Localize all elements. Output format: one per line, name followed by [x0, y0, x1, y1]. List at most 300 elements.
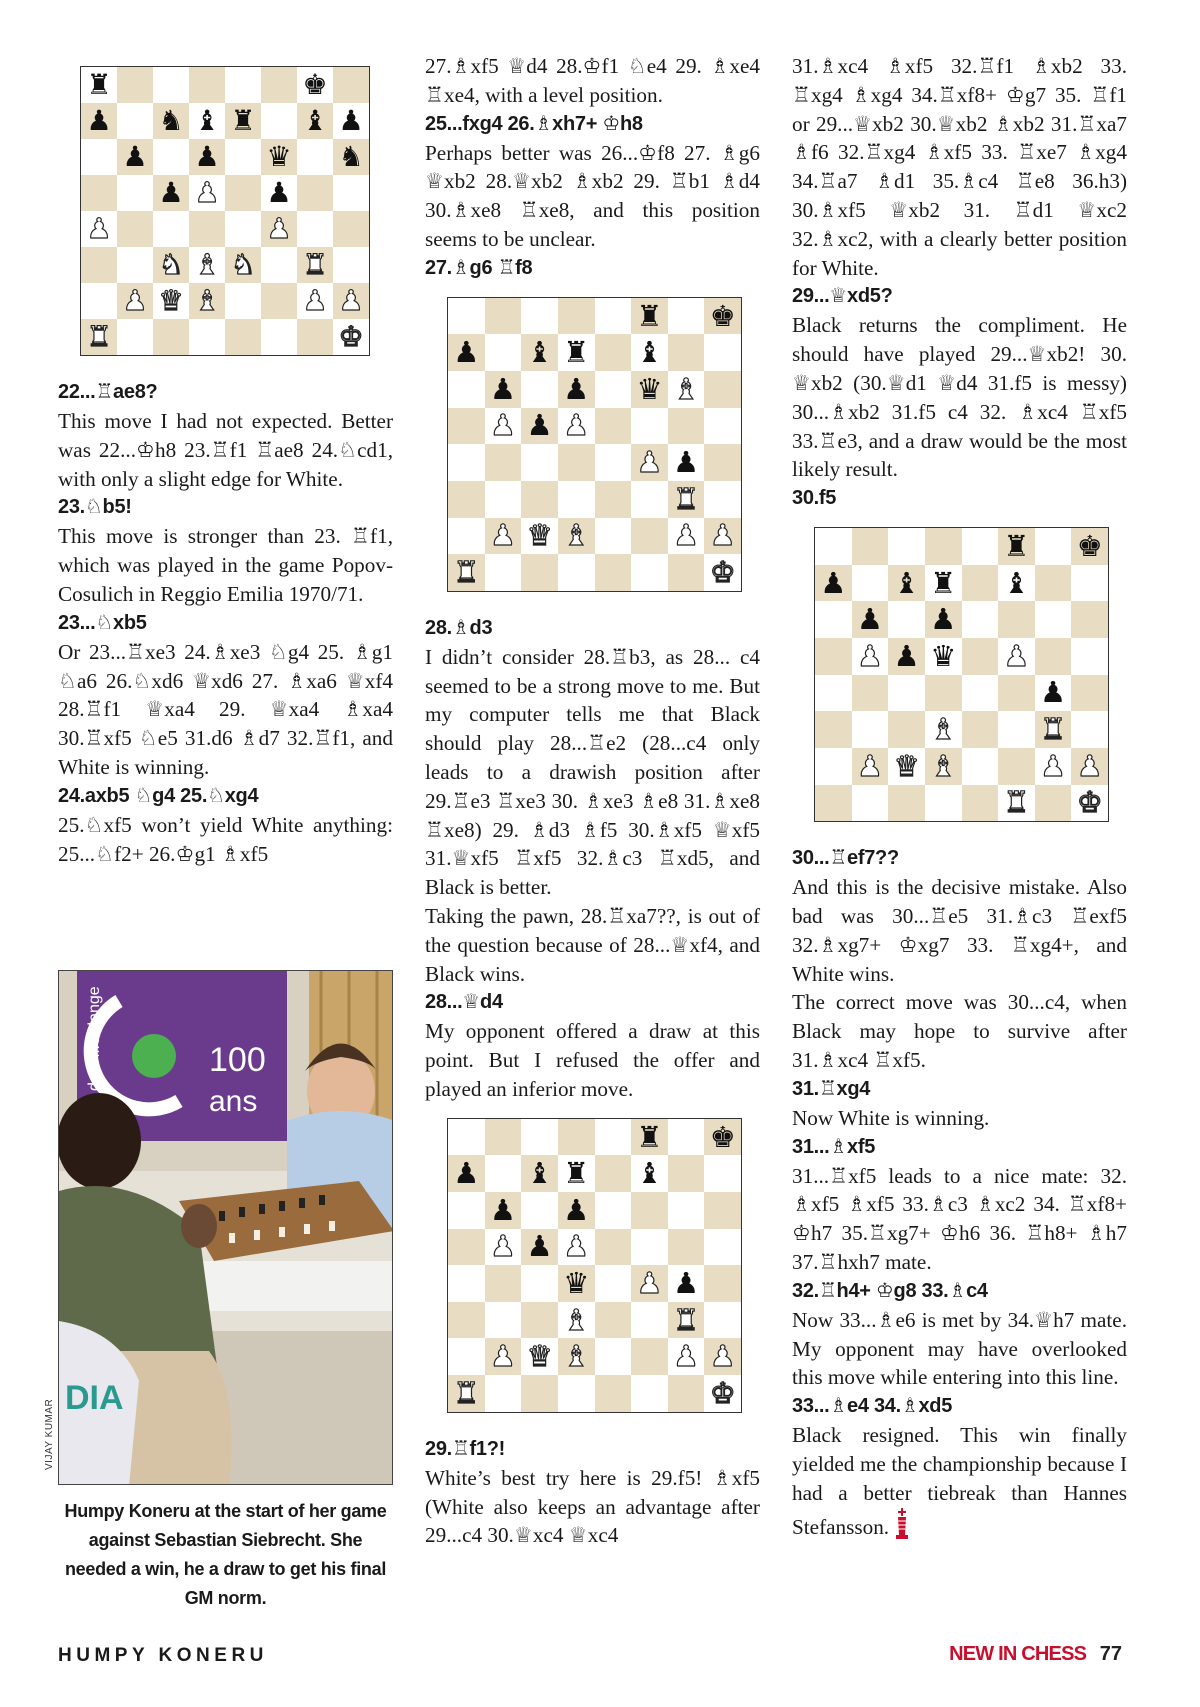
diagram-wrapper — [80, 66, 393, 356]
white-pawn-icon: ♟ — [856, 748, 883, 783]
board-square — [668, 1192, 705, 1229]
board-square — [297, 283, 333, 319]
board-square — [704, 481, 741, 518]
board-square — [668, 1375, 705, 1412]
board-square — [448, 1229, 485, 1266]
white-pawn-icon: ♟ — [709, 518, 736, 553]
board-square — [521, 334, 558, 371]
black-pawn-icon: ♟ — [673, 1266, 700, 1301]
move-heading: 24.axb5 ♘g4 25.♘xg4 — [58, 784, 259, 807]
black-knight-icon: ♞ — [338, 140, 364, 173]
black-rook-icon: ♜ — [563, 335, 590, 370]
black-rook-icon: ♜ — [86, 68, 112, 101]
board-square — [261, 67, 297, 103]
board-square — [448, 1338, 485, 1375]
game-photo — [58, 970, 393, 1485]
board-square — [595, 298, 632, 335]
white-queen-icon: ♛ — [893, 748, 920, 783]
board-square — [1071, 748, 1108, 785]
board-square — [558, 1192, 595, 1229]
board-square — [704, 298, 741, 335]
board-square — [595, 1119, 632, 1156]
black-bishop-icon: ♝ — [636, 1156, 663, 1191]
board-square — [225, 211, 261, 247]
board-square — [998, 785, 1035, 822]
white-pawn-icon: ♟ — [636, 1266, 663, 1301]
black-bishop-icon: ♝ — [194, 104, 220, 137]
board-square — [925, 638, 962, 675]
commentary-paragraph: Now White is winning. — [792, 1105, 990, 1130]
board-square — [153, 103, 189, 139]
board-square — [631, 444, 668, 481]
board-square — [81, 283, 117, 319]
board-square — [333, 67, 369, 103]
black-pawn-icon: ♟ — [1040, 675, 1067, 710]
commentary-paragraph: This move I had not expected. Better was 22...♔h8 23.♖f1 ♖ae8 24.♘cd1, with only a slight edge for White. — [58, 409, 393, 491]
black-king-icon: ♚ — [709, 1119, 736, 1154]
board-square — [925, 675, 962, 712]
board-square — [998, 528, 1035, 565]
board-square — [261, 211, 297, 247]
board-square — [521, 1192, 558, 1229]
board-square — [485, 1265, 522, 1302]
svg-text:ans: ans — [209, 1085, 258, 1118]
white-pawn-icon: ♟ — [489, 1229, 516, 1264]
black-king-icon: ♚ — [709, 298, 736, 333]
board-square — [631, 1375, 668, 1412]
move-heading: 25...fxg4 26.♗xh7+ ♔h8 — [425, 112, 643, 135]
board-square — [668, 1302, 705, 1339]
board-square — [815, 711, 852, 748]
chess-diagram — [80, 66, 370, 356]
board-square — [631, 554, 668, 591]
board-square — [448, 444, 485, 481]
board-square — [521, 371, 558, 408]
board-square — [925, 528, 962, 565]
move-heading: 32.♖h4+ ♔g8 33.♗c4 — [792, 1279, 988, 1302]
black-pawn-icon: ♟ — [526, 1229, 553, 1264]
board-square — [225, 67, 261, 103]
board-square — [448, 298, 485, 335]
black-pawn-icon: ♟ — [453, 1156, 480, 1191]
commentary-paragraph: Or 23...♖xe3 24.♗xe3 ♘g4 25. ♗g1 ♘a6 26.♘xd6 ♕xd6 27. ♗xa6 ♕xf4 28.♖f1 ♕xa4 29. ♕xa4 ♗xa4 30.♖xf5 ♘e5 31.d6 ♗d7 32.♖f1, and White is winning. — [58, 639, 393, 779]
board-square — [521, 1265, 558, 1302]
white-pawn-icon: ♟ — [489, 518, 516, 553]
chess-diagram — [447, 297, 742, 592]
white-queen-icon: ♛ — [526, 1339, 553, 1374]
board-square — [189, 319, 225, 355]
board-square — [595, 1338, 632, 1375]
board-square — [704, 1192, 741, 1229]
black-pawn-icon: ♟ — [893, 638, 920, 673]
move-heading: 33...♗e4 34.♗xd5 — [792, 1395, 953, 1418]
board-square — [815, 528, 852, 565]
board-square — [225, 139, 261, 175]
board-square — [189, 103, 225, 139]
board-square — [631, 1338, 668, 1375]
white-bishop-icon: ♝ — [930, 748, 957, 783]
board-square — [998, 711, 1035, 748]
white-pawn-icon: ♟ — [489, 1339, 516, 1374]
board-square — [925, 565, 962, 602]
white-bishop-icon: ♝ — [194, 248, 220, 281]
board-square — [704, 1338, 741, 1375]
board-square — [117, 247, 153, 283]
board-square — [998, 748, 1035, 785]
board-square — [962, 748, 999, 785]
board-square — [448, 408, 485, 445]
board-square — [521, 1375, 558, 1412]
board-square — [704, 1265, 741, 1302]
black-pawn-icon: ♟ — [563, 1192, 590, 1227]
board-square — [558, 444, 595, 481]
board-square — [595, 518, 632, 555]
board-square — [1035, 785, 1072, 822]
black-bishop-icon: ♝ — [526, 1156, 553, 1191]
white-king-icon: ♚ — [1076, 785, 1103, 820]
board-square — [117, 319, 153, 355]
black-king-icon: ♚ — [1076, 528, 1103, 563]
board-square — [153, 211, 189, 247]
board-square — [704, 1119, 741, 1156]
commentary-paragraph: Now 33...♗e6 is met by 34.♕h7 mate. My opponent may have overlooked this move while entering into this line. — [792, 1307, 1127, 1390]
board-square — [888, 601, 925, 638]
board-square — [485, 1338, 522, 1375]
black-pawn-icon: ♟ — [453, 335, 480, 370]
move-heading: 30.f5 — [792, 487, 837, 510]
commentary-paragraph: 25.♘xf5 won’t yield White anything: 25...♘f2+ 26.♔g1 ♗xf5 — [58, 812, 393, 866]
board-square — [704, 1155, 741, 1192]
board-square — [297, 139, 333, 175]
board-square — [485, 1375, 522, 1412]
board-square — [261, 139, 297, 175]
black-bishop-icon: ♝ — [893, 565, 920, 600]
board-square — [704, 334, 741, 371]
move-heading: 23.♘b5! — [58, 496, 132, 519]
white-bishop-icon: ♝ — [563, 1302, 590, 1337]
move-heading: 28.♗d3 — [425, 616, 493, 639]
black-rook-icon: ♜ — [636, 298, 663, 333]
board-square — [558, 481, 595, 518]
board-square — [333, 247, 369, 283]
board-square — [448, 1265, 485, 1302]
page-footer — [949, 1643, 1122, 1666]
white-pawn-icon: ♟ — [302, 284, 328, 317]
board-square — [225, 283, 261, 319]
board-square — [815, 675, 852, 712]
commentary-paragraph: Black returns the compliment. He should have played 29...♕xb2! 30. ♕xb2 (30.♕d1 ♕d4 31.f5 is messy) 30...♗xb2 31.f5 c4 32. ♗xc4 ♖xf5 33.♖e3, and a draw would be the most likely result. — [792, 313, 1127, 482]
white-king-icon: ♚ — [338, 320, 364, 353]
board-square — [631, 518, 668, 555]
board-square — [595, 408, 632, 445]
board-square — [448, 1155, 485, 1192]
white-queen-icon: ♛ — [526, 518, 553, 553]
board-square — [297, 319, 333, 355]
board-square — [81, 67, 117, 103]
board-square — [521, 1119, 558, 1156]
commentary-paragraph: This move is stronger than 23. ♖f1, which was played in the game Popov-Cosulich in Reggio Emilia 1970/71. — [58, 524, 393, 606]
board-square — [261, 283, 297, 319]
board-square — [1071, 785, 1108, 822]
white-king-icon: ♚ — [709, 554, 736, 589]
diagram-wrapper — [447, 1118, 760, 1413]
board-square — [1071, 601, 1108, 638]
board-square — [558, 334, 595, 371]
board-square — [1071, 675, 1108, 712]
commentary-paragraph: 31.♗xc4 ♗xf5 32.♖f1 ♗xb2 33. ♖xg4 ♗xg4 34.♖xf8+ ♔g7 35. ♖f1 or 29...♕xb2 30.♕xb2 ♗xb2 31.♖xa7 ♗f6 32.♖xg4 ♗xf5 33. ♖xe7 ♗xg4 34.♖a7 ♗d1 35.♗c4 ♖e8 36.h3) 30.♗xf5 ♕xb2 31. ♖d1 ♕xc2 32.♗xc2, with a clearly better position for White. — [792, 54, 1127, 280]
white-pawn-icon: ♟ — [1003, 638, 1030, 673]
board-square — [631, 298, 668, 335]
white-rook-icon: ♜ — [453, 1375, 480, 1410]
white-pawn-icon: ♟ — [1076, 748, 1103, 783]
white-rook-icon: ♜ — [673, 481, 700, 516]
photo-illustration — [59, 971, 393, 1485]
board-square — [558, 1265, 595, 1302]
white-rook-icon: ♜ — [302, 248, 328, 281]
column-2 — [425, 52, 760, 1550]
board-square — [485, 408, 522, 445]
board-square — [153, 139, 189, 175]
board-square — [558, 554, 595, 591]
board-square — [595, 1265, 632, 1302]
board-square — [448, 1119, 485, 1156]
board-square — [888, 711, 925, 748]
white-king-icon: ♚ — [709, 1375, 736, 1410]
board-square — [485, 371, 522, 408]
board-square — [189, 211, 225, 247]
board-square — [485, 1155, 522, 1192]
board-square — [521, 518, 558, 555]
board-square — [81, 139, 117, 175]
black-rook-icon: ♜ — [1003, 528, 1030, 563]
board-square — [704, 1229, 741, 1266]
board-square — [668, 1155, 705, 1192]
black-pawn-icon: ♟ — [563, 371, 590, 406]
board-square — [631, 1155, 668, 1192]
board-square — [225, 319, 261, 355]
board-square — [117, 211, 153, 247]
white-bishop-icon: ♝ — [563, 1339, 590, 1374]
board-square — [962, 675, 999, 712]
board-square — [852, 675, 889, 712]
board-square — [189, 139, 225, 175]
board-square — [558, 518, 595, 555]
board-square — [962, 785, 999, 822]
white-pawn-icon: ♟ — [709, 1339, 736, 1374]
commentary-paragraph: 27.♗xf5 ♕d4 28.♔f1 ♘e4 29. ♗xe4 ♖xe4, with a level position. — [425, 54, 760, 107]
black-pawn-icon: ♟ — [122, 140, 148, 173]
board-square — [668, 444, 705, 481]
board-square — [189, 247, 225, 283]
board-square — [595, 1375, 632, 1412]
white-pawn-icon: ♟ — [266, 212, 292, 245]
board-square — [485, 1302, 522, 1339]
board-square — [485, 1192, 522, 1229]
chess-diagram — [814, 527, 1109, 822]
board-square — [485, 298, 522, 335]
board-square — [81, 319, 117, 355]
column-3 — [792, 52, 1127, 1541]
board-square — [521, 408, 558, 445]
white-pawn-icon: ♟ — [563, 408, 590, 443]
board-square — [225, 175, 261, 211]
black-pawn-icon: ♟ — [673, 445, 700, 480]
board-square — [558, 1375, 595, 1412]
board-square — [225, 247, 261, 283]
commentary-paragraph: Black resigned. This win finally yielded me the championship because I had a better tiebreak than Hannes Stefansson. — [792, 1423, 1127, 1539]
board-square — [1071, 711, 1108, 748]
board-square — [925, 601, 962, 638]
board-square — [448, 481, 485, 518]
board-square — [558, 1302, 595, 1339]
commentary-paragraph: The correct move was 30...c4, when Black may hope to survive after 31.♗xc4 ♖xf5. — [792, 990, 1127, 1072]
board-square — [558, 371, 595, 408]
svg-text:DIA: DIA — [65, 1379, 124, 1417]
board-square — [925, 711, 962, 748]
board-square — [117, 103, 153, 139]
end-of-article-king-icon — [895, 1508, 909, 1540]
board-square — [297, 103, 333, 139]
board-square — [668, 408, 705, 445]
board-square — [631, 371, 668, 408]
board-square — [668, 481, 705, 518]
board-square — [485, 1229, 522, 1266]
board-square — [297, 247, 333, 283]
author-name: HUMPY KONERU — [58, 1645, 268, 1666]
white-pawn-icon: ♟ — [636, 445, 663, 480]
board-square — [117, 283, 153, 319]
board-square — [962, 638, 999, 675]
commentary-paragraph: I didn’t consider 28.♖b3, as 28... c4 seemed to be a strong move to me. But my computer tells me that Black should play 28...♖e2 (28...c4 only leads to a drawish position after 29.♖e3 ♖xe3 30. ♗xe3 ♗e8 31.♗xe8 ♖xe8) 29. ♗d3 ♗f5 30.♗xf5 ♕xf5 31.♕xf5 ♖xf5 32.♗c3 ♖xd5, and Black is better. — [425, 644, 760, 900]
board-square — [595, 1229, 632, 1266]
board-square — [631, 1119, 668, 1156]
board-square — [333, 175, 369, 211]
board-square — [485, 444, 522, 481]
board-square — [925, 748, 962, 785]
move-heading: 27.♗g6 ♖f8 — [425, 256, 533, 279]
board-square — [852, 601, 889, 638]
board-square — [852, 748, 889, 785]
board-square — [333, 211, 369, 247]
board-square — [297, 67, 333, 103]
white-pawn-icon: ♟ — [194, 176, 220, 209]
board-square — [117, 67, 153, 103]
black-pawn-icon: ♟ — [489, 371, 516, 406]
board-square — [815, 638, 852, 675]
board-square — [558, 1229, 595, 1266]
black-pawn-icon: ♟ — [86, 104, 112, 137]
board-square — [485, 481, 522, 518]
board-square — [631, 1192, 668, 1229]
board-square — [521, 1302, 558, 1339]
board-square — [261, 247, 297, 283]
board-square — [81, 211, 117, 247]
black-rook-icon: ♜ — [230, 104, 256, 137]
board-square — [631, 1302, 668, 1339]
black-pawn-icon: ♟ — [820, 565, 847, 600]
board-square — [704, 1302, 741, 1339]
board-square — [815, 748, 852, 785]
board-square — [225, 103, 261, 139]
black-pawn-icon: ♟ — [526, 408, 553, 443]
white-bishop-icon: ♝ — [563, 518, 590, 553]
white-knight-icon: ♞ — [158, 248, 184, 281]
white-pawn-icon: ♟ — [856, 638, 883, 673]
board-square — [297, 211, 333, 247]
black-king-icon: ♚ — [302, 68, 328, 101]
board-square — [998, 565, 1035, 602]
board-square — [521, 481, 558, 518]
board-square — [704, 554, 741, 591]
board-square — [631, 481, 668, 518]
move-heading: 30...♖ef7?? — [792, 847, 899, 870]
board-square — [668, 298, 705, 335]
white-rook-icon: ♜ — [453, 554, 480, 589]
board-square — [189, 283, 225, 319]
board-square — [595, 1192, 632, 1229]
white-rook-icon: ♜ — [1003, 785, 1030, 820]
board-square — [595, 371, 632, 408]
black-bishop-icon: ♝ — [1003, 565, 1030, 600]
svg-text:de Differdange: de Differdange — [86, 986, 103, 1091]
black-pawn-icon: ♟ — [266, 176, 292, 209]
white-rook-icon: ♜ — [86, 320, 112, 353]
board-square — [81, 175, 117, 211]
move-heading: 29...♕xd5? — [792, 285, 893, 308]
board-square — [448, 518, 485, 555]
black-rook-icon: ♜ — [563, 1156, 590, 1191]
black-queen-icon: ♛ — [636, 371, 663, 406]
black-pawn-icon: ♟ — [856, 602, 883, 637]
board-square — [1035, 565, 1072, 602]
board-square — [448, 1192, 485, 1229]
black-knight-icon: ♞ — [158, 104, 184, 137]
board-square — [521, 554, 558, 591]
board-square — [448, 554, 485, 591]
board-square — [595, 554, 632, 591]
white-bishop-icon: ♝ — [930, 712, 957, 747]
board-square — [925, 785, 962, 822]
commentary-paragraph: My opponent offered a draw at this point. But I refused the offer and played an inferior move. — [425, 1019, 760, 1101]
board-square — [998, 675, 1035, 712]
board-square — [962, 601, 999, 638]
black-pawn-icon: ♟ — [338, 104, 364, 137]
white-pawn-icon: ♟ — [1040, 748, 1067, 783]
board-square — [668, 334, 705, 371]
black-pawn-icon: ♟ — [930, 602, 957, 637]
board-square — [448, 334, 485, 371]
board-square — [962, 711, 999, 748]
white-rook-icon: ♜ — [1040, 712, 1067, 747]
board-square — [117, 175, 153, 211]
board-square — [852, 565, 889, 602]
board-square — [153, 67, 189, 103]
board-square — [153, 283, 189, 319]
board-square — [668, 1338, 705, 1375]
diagram-wrapper — [447, 297, 760, 592]
board-square — [631, 334, 668, 371]
board-square — [521, 444, 558, 481]
board-square — [521, 1229, 558, 1266]
board-square — [448, 371, 485, 408]
column-1 — [58, 52, 393, 868]
black-rook-icon: ♜ — [636, 1119, 663, 1154]
board-square — [189, 67, 225, 103]
board-square — [631, 1265, 668, 1302]
black-bishop-icon: ♝ — [302, 104, 328, 137]
white-pawn-icon: ♟ — [673, 518, 700, 553]
board-square — [631, 1229, 668, 1266]
